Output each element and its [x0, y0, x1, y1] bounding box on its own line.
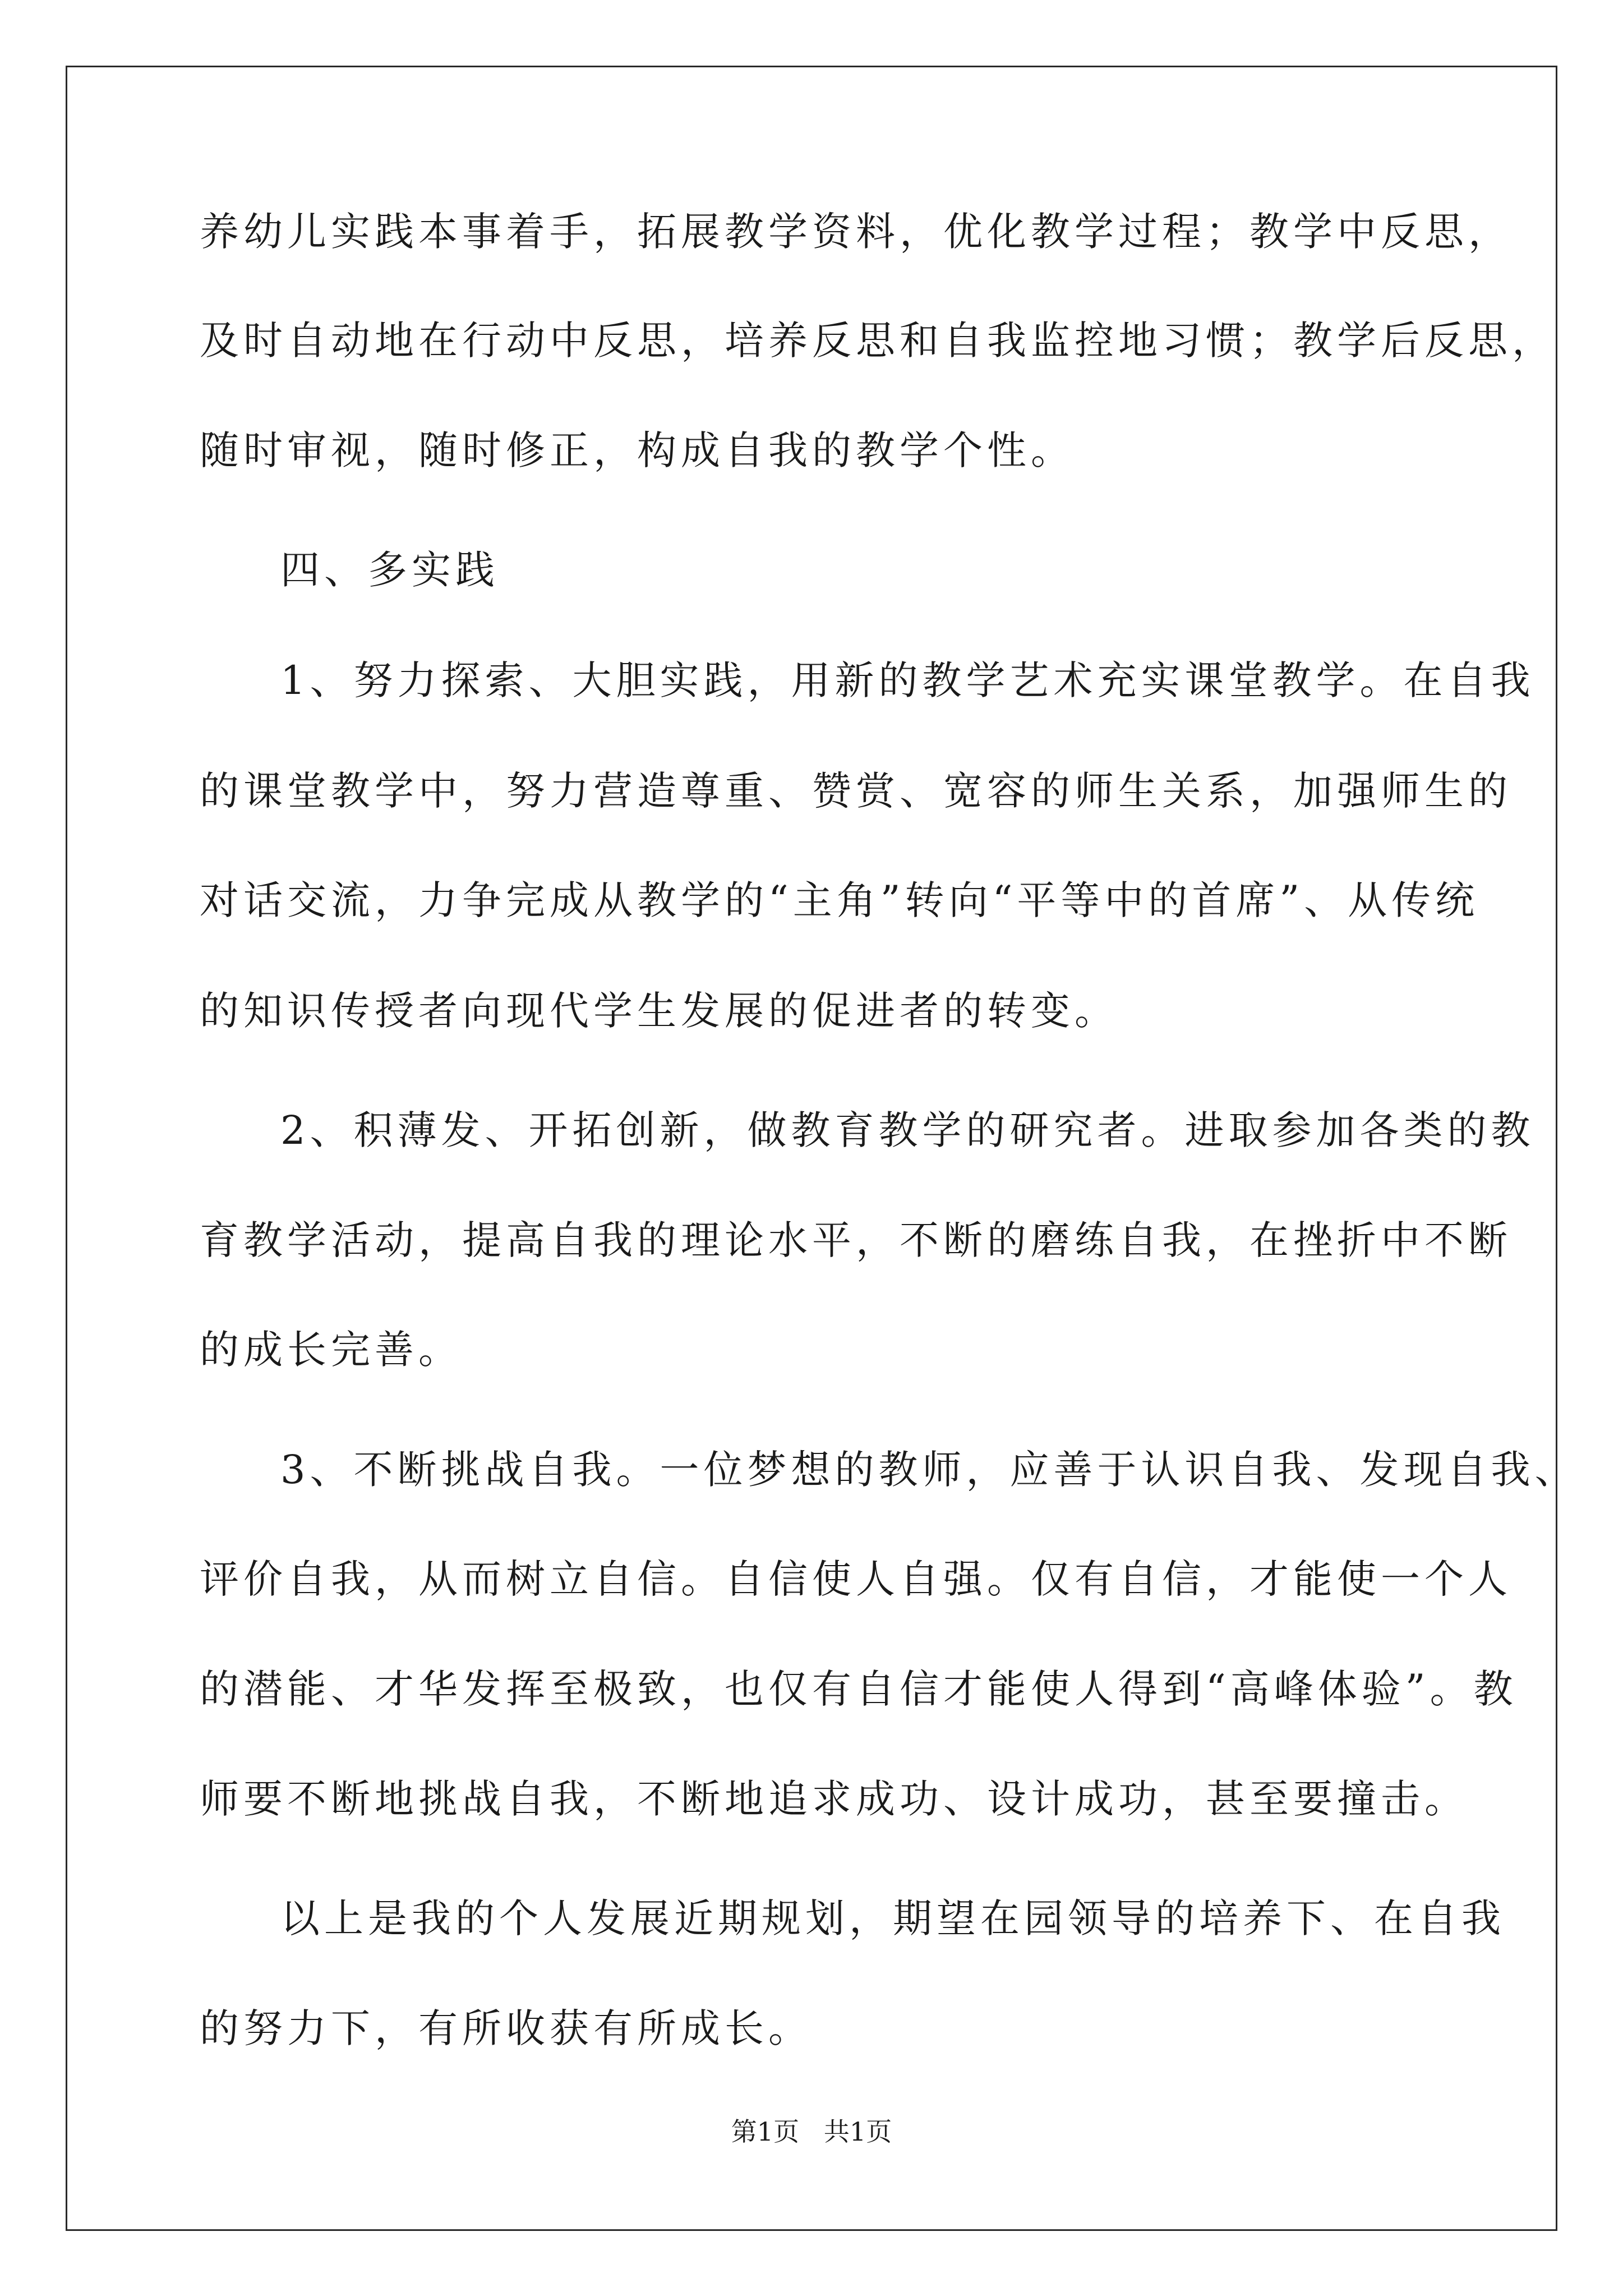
body-line: 的潜能、才华发挥至极致，也仅有自信才能使人得到“高峰体验”。教: [200, 1666, 1518, 1712]
body-line: 养幼儿实践本事着手，拓展教学资料，优化教学过程；教学中反思，: [200, 209, 1512, 255]
paragraph-first-line: 以上是我的个人发展近期规划，期望在园领导的培养下、在自我: [280, 1895, 1505, 1941]
body-line: 对话交流，力争完成从教学的“主角”转向“平等中的首席”、从传统: [200, 877, 1479, 923]
body-line: 育教学活动，提高自我的理论水平，不断的磨练自我，在挫折中不断: [200, 1217, 1512, 1263]
body-line: 的努力下，有所收获有所成长。: [200, 2005, 812, 2051]
paragraph-first-line: 2、积薄发、开拓创新，做教育教学的研究者。进取参加各类的教: [280, 1107, 1535, 1153]
body-line: 评价自我，从而树立自信。自信使人自强。仅有自信，才能使一个人: [200, 1556, 1512, 1602]
paragraph-first-line: 1、努力探索、大胆实践，用新的教学艺术充实课堂教学。在自我: [280, 657, 1535, 703]
paragraph-first-line: 3、不断挑战自我。一位梦想的教师，应善于认识自我、发现自我、: [280, 1447, 1579, 1493]
body-line: 的成长完善。: [200, 1327, 462, 1373]
section-heading: 四、多实践: [280, 547, 499, 593]
body-line: 及时自动地在行动中反思，培养反思和自我监控地习惯；教学后反思，: [200, 318, 1556, 364]
page-number-footer: 第1页 共1页: [731, 2116, 892, 2147]
body-line: 的课堂教学中，努力营造尊重、赞赏、宽容的师生关系，加强师生的: [200, 768, 1512, 814]
body-line: 随时审视，随时修正，构成自我的教学个性。: [200, 427, 1075, 473]
body-line: 师要不断地挑战自我，不断地追求成功、设计成功，甚至要撞击。: [200, 1776, 1468, 1822]
body-line: 的知识传授者向现代学生发展的促进者的转变。: [200, 988, 1118, 1034]
